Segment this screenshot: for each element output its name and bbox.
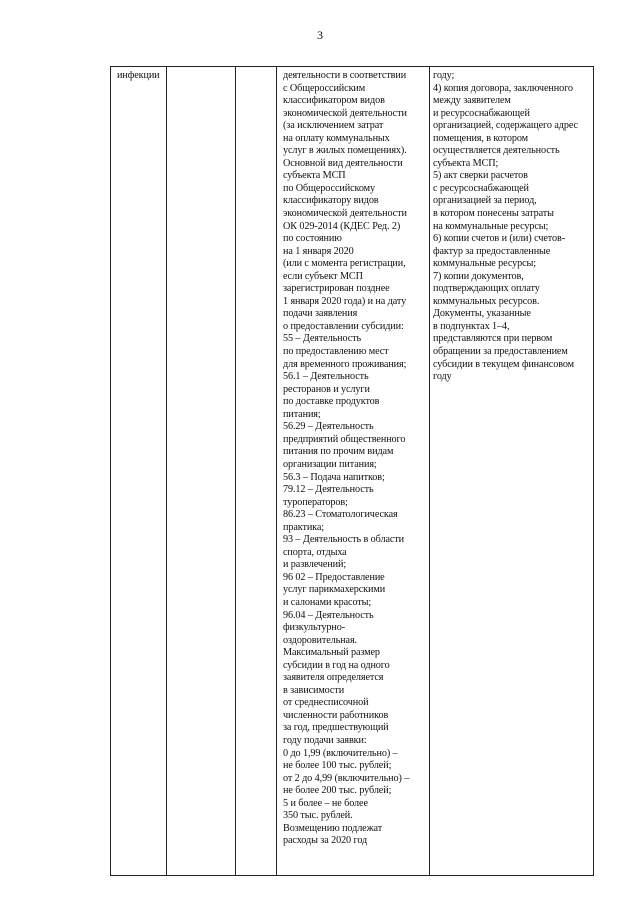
page-number: 3 — [317, 28, 323, 42]
text-line: подачи заявления — [283, 308, 358, 320]
text-line: с Общероссийским — [283, 82, 366, 94]
text-line: обращении за предоставлением — [433, 346, 568, 358]
text-line: услуг в жилых помещениях). — [283, 145, 407, 157]
text-line: ресторанов и услуги — [283, 383, 370, 395]
column-divider — [235, 67, 236, 875]
column-divider — [429, 67, 430, 875]
text-line: 5 и более – не более — [283, 797, 368, 809]
text-line: и салонами красоты; — [283, 596, 372, 608]
text-line: 350 тыс. рублей. — [283, 810, 353, 822]
text-line: по доставке продуктов — [283, 396, 380, 408]
text-line: на коммунальные ресурсы; — [433, 220, 549, 232]
text-line: оздоровительная. — [283, 634, 357, 646]
text-line: ОК 029-2014 (КДЕС Ред. 2) — [283, 220, 401, 232]
column-divider — [166, 67, 167, 875]
text-line: коммунальных ресурсов. — [433, 295, 540, 307]
text-line: не более 200 тыс. рублей; — [283, 785, 392, 797]
text-line: субъекта МСП — [283, 170, 346, 182]
text-line: не более 100 тыс. рублей; — [283, 760, 392, 772]
text-line: 1 января 2020 года) и на дату — [283, 295, 407, 307]
text-line: туроператоров; — [283, 496, 348, 508]
text-line: зарегистрирован позднее — [283, 283, 390, 295]
text-line: 96 02 – Предоставление — [283, 571, 385, 583]
text-line: в котором понесены затраты — [433, 208, 554, 220]
text-line: 56.3 – Подача напитков; — [283, 471, 385, 483]
text-line: 4) копия договора, заключенного — [433, 82, 573, 94]
text-line: осуществляется деятельность — [433, 145, 560, 157]
text-line: субъекта МСП; — [433, 157, 499, 169]
text-line: подтверждающих оплату — [433, 283, 540, 295]
text-line: физкультурно- — [283, 622, 346, 634]
text-line: Возмещению подлежат — [283, 822, 383, 834]
text-line: Документы, указанные — [433, 308, 531, 320]
text-line: организацией за период, — [433, 195, 537, 207]
text-line: от среднесписочной — [283, 697, 369, 709]
text-line: услуг парикмахерскими — [283, 584, 386, 596]
text-line: 96.04 – Деятельность — [283, 609, 374, 621]
text-line: субсидии в текущем финансовом — [433, 358, 575, 370]
text-line: от 2 до 4,99 (включительно) – — [283, 772, 410, 784]
text-line: по предоставлению мест — [283, 346, 389, 358]
text-line: году; — [433, 70, 455, 81]
text-line: если субъект МСП — [283, 270, 363, 282]
text-line: 56.1 – Деятельность — [283, 371, 369, 383]
text-line: Максимальный размер — [283, 647, 380, 659]
text-line: в зависимости — [283, 684, 345, 696]
text-line: 86.23 – Стоматологическая — [283, 509, 398, 521]
text-line: 55 – Деятельность — [283, 333, 362, 345]
table-cell-conditions — [283, 70, 409, 848]
document-table — [110, 66, 594, 876]
text-line: 6) копии счетов и (или) счетов- — [433, 233, 565, 245]
text-line: субсидии в год на одного — [283, 659, 390, 671]
text-line: питания по прочим видам — [283, 446, 394, 458]
text-line: за год, предшествующий — [283, 722, 389, 734]
text-line: для временного проживания; — [283, 358, 407, 370]
text-line: Основной вид деятельности — [283, 157, 403, 169]
text-line: с ресурсоснабжающей — [433, 182, 529, 194]
table-cell-object-type — [117, 70, 160, 83]
text-line: на 1 января 2020 — [283, 245, 354, 257]
text-line: 93 – Деятельность в области — [283, 534, 405, 546]
text-line: году — [433, 371, 452, 383]
text-line: представляются при первом — [433, 333, 553, 345]
text-line: 0 до 1,99 (включительно) – — [283, 747, 398, 759]
text-line: 56.29 – Деятельность — [283, 421, 374, 433]
text-line: организацией, содержащего адрес — [433, 120, 578, 132]
text-line: о предоставлении субсидии: — [283, 320, 404, 332]
text-line: по Общероссийскому — [283, 182, 375, 194]
column-divider — [276, 67, 277, 875]
text-line: и ресурсоснабжающей — [433, 107, 530, 119]
text-line: численности работников — [283, 709, 389, 721]
text-line: практика; — [283, 521, 325, 533]
text-line: (или с момента регистрации, — [283, 258, 406, 270]
text-line: году подачи заявки: — [283, 734, 367, 746]
text-line: на оплату коммунальных — [283, 132, 390, 144]
text-line: в подпунктах 1–4, — [433, 320, 510, 332]
text-line: инфекции — [117, 70, 160, 81]
text-line: и развлечений; — [283, 559, 347, 571]
text-line: 79.12 – Деятельность — [283, 484, 374, 496]
text-line: организации питания; — [283, 458, 377, 470]
text-line: питания; — [283, 408, 321, 420]
text-line: 7) копии документов, — [433, 270, 524, 282]
text-line: помещения, в котором — [433, 132, 528, 144]
text-line: по состоянию — [283, 233, 342, 245]
text-line: деятельности в соответствии — [283, 70, 407, 81]
text-line: расходы за 2020 год — [283, 835, 368, 847]
text-line: между заявителем — [433, 95, 511, 107]
text-line: коммунальные ресурсы; — [433, 258, 537, 270]
text-line: заявителя определяется — [283, 672, 384, 684]
text-line: классификатору видов — [283, 195, 379, 207]
table-cell-documents — [433, 70, 578, 384]
text-line: экономической деятельности — [283, 107, 407, 119]
text-line: (за исключением затрат — [283, 120, 384, 132]
text-line: предприятий общественного — [283, 433, 406, 445]
text-line: экономической деятельности — [283, 208, 407, 220]
text-line: классификатором видов — [283, 95, 385, 107]
text-line: 5) акт сверки расчетов — [433, 170, 528, 182]
text-line: спорта, отдыха — [283, 546, 347, 558]
text-line: фактур за предоставленные — [433, 245, 551, 257]
